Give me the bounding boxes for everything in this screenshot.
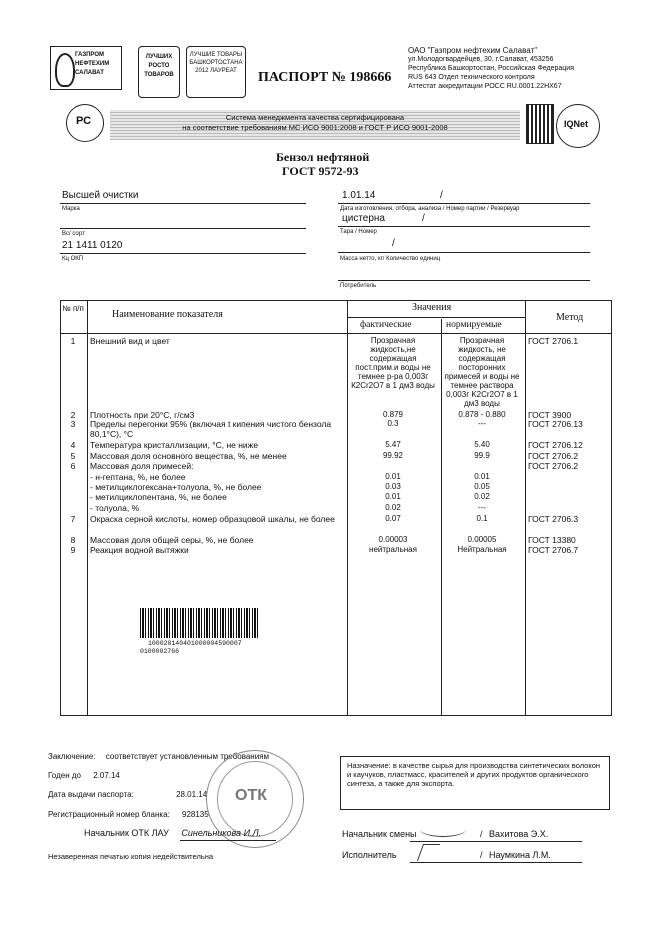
issue-label: Дата выдачи паспорта: [48,790,134,799]
exec-name: / Наумкина Л.М. [480,850,551,860]
company-line: RUS 643 Отдел технического контроля [408,74,535,81]
head-values: Значения [412,302,452,313]
row-indicator-name: Массовая доля основного вещества, %, не менее [90,451,287,461]
grade-underline [60,203,306,204]
row-number: 7 [70,514,76,524]
row-actual-value: 0.3 [387,419,399,428]
row-norm-value: 0.02 [474,492,490,501]
barcode [140,608,260,638]
flame-icon [55,53,75,87]
tare-slash: / [422,213,425,224]
tare-underline [338,226,590,227]
cert-line: на соответствие требованиям МС ИСО 9001:2008 и ГОСТ Р ИСО 9001-2008 [182,123,448,132]
barcode-text2: 0100002766 [140,648,180,655]
passport-title [258,70,391,86]
barcode-text1: 100020140401000004590007 [148,640,242,647]
company-line: ОАО "Газпром нефтехим Салават" [408,46,538,55]
row-indicator-name: Плотность при 20°С, г/см3 [90,410,195,420]
purpose-text: Назначение: в качестве сырья для производства синтетических волокон и каучуков, пластмасс, красителей и других продуктов органического синтеза, а также для экспорта. [347,761,601,788]
passport-title-label: ПАСПОРТ № [258,70,346,85]
stamp-text: ОТК [235,787,267,804]
row-actual-value: 5.47 [385,440,401,449]
row-indicator-name: - метилциклогексана+толуола, %, не более [90,482,262,492]
row-indicator-name: Массовая доля примесей: [90,461,194,471]
row-number: 1 [70,336,76,346]
head-norm: нормируемые [446,320,502,330]
head-actual: фактические [360,320,412,330]
row-indicator-name: Температура кристаллизации, °С, не ниже [90,440,259,450]
row-norm-value: 0.01 [474,472,490,481]
row-actual-value: 99.92 [382,451,404,460]
reg-label: Регистрационный номер бланка: [48,810,170,819]
cert-banner [110,110,520,140]
row-norm-value: --- [478,503,486,512]
reg-value: 928135 [182,810,209,819]
row-actual-value: 0.07 [385,514,401,523]
row-number: 6 [70,461,76,471]
row-norm-value: 99.9 [474,451,490,460]
row-norm-value: 5.40 [474,440,490,449]
tare-value: цистерна [342,213,385,224]
shift-signature-icon [420,822,466,837]
company-line: Республика Башкортостан, Российская Федерация [408,65,574,72]
row-method: ГОСТ 3900 [528,410,572,420]
award2-logo-text: ЛУЧШИЕ ТОВАРЫ БАШКОРТОСТАНА 2012 ЛАУРЕАТ [189,52,243,74]
grade2-underline [60,228,306,229]
date-value: 1.01.14 [342,190,376,201]
company-info [408,46,574,91]
row-method: ГОСТ 2706.1 [528,336,579,346]
row-method: ГОСТ 2706.2 [528,461,579,471]
consumer-label: Потребитель [340,283,377,289]
conclusion-label: Заключение: [48,752,96,761]
row-number: 4 [70,440,76,450]
valid-value: 2.07.14 [93,771,120,780]
okp-underline [60,253,306,254]
head-method: Метод [556,312,584,323]
row-actual-value: нейтральная [369,545,417,554]
row-norm-value: Нейтральная [457,545,507,554]
valid-until [48,771,120,780]
iqnet-logo [556,104,600,148]
row-indicator-name: Массовая доля общей серы, %, не более [90,535,254,545]
iqnet-icon: IQNet [564,119,589,129]
exec-label: Исполнитель [342,850,397,860]
row-indicator-name: - метилциклопентана, %, не более [90,492,227,502]
head-name: Наименование показателя [112,309,223,320]
row-indicator-name: Реакция водной вытяжки [90,545,189,555]
row-norm-value: 0.878 - 0.880 [458,410,506,419]
row-norm-value: 0.05 [474,482,490,491]
mass-underline [338,252,590,253]
consumer-underline [338,280,590,281]
row-actual-value: 0.00003 [378,535,408,544]
rst-logo [66,104,104,142]
row-norm-value: --- [478,419,486,428]
row-norm-value: 0.1 [476,514,488,523]
passport-number: 198666 [349,70,392,85]
chief-label: Начальник ОТК ЛАУ [84,828,169,838]
brand-logo-text: ГАЗПРОМ НЕФТЕХИМ САЛАВАТ [75,52,110,76]
award-logo-text: ЛУЧШИХ РОСТО ТОВАРОВ [144,54,174,78]
row-method: ГОСТ 2706.13 [528,419,583,429]
grade-label: Марка [62,206,80,212]
company-line: Аттестат аккредитации РОСС RU.0001.22НХ67 [408,83,562,90]
product-name: Бензол нефтяной [276,150,370,164]
shift-name: / Вахитова Э.Х. [480,829,549,839]
company-line: ул.Молодогвардейцев, 30, г.Салават, 453256 [408,56,554,63]
row-method: ГОСТ 2706.2 [528,451,579,461]
row-norm-value: Прозрачная жидкость, не содержащая посторонних примесей и воды не темнее раствора 0,003г K2Cr2O7 в 1 дм3 воды [444,336,520,408]
date-slash: / [440,190,443,201]
grade2-label: Вс/ сорт [62,231,85,237]
valid-label: Годен до [48,771,81,780]
exec-name-value: Наумкина Л.М. [489,850,551,860]
shift-name-value: Вахитова Э.Х. [489,829,549,839]
row-method: ГОСТ 13380 [528,535,576,545]
shift-label: Начальник смены [342,829,417,839]
shift-chief [342,829,417,839]
row-number: 5 [70,451,76,461]
issue-date [48,790,207,799]
issue-value: 28.01.14 [176,790,208,799]
cert-line: Система менеджмента качества сертифицирована [225,113,405,122]
reg-number [48,810,209,819]
iqnet-logo-left [526,104,554,144]
product-standard: ГОСТ 9572-93 [282,164,359,178]
chief-underline [180,840,276,841]
row-method: ГОСТ 2706.12 [528,440,583,450]
rst-icon: РС [76,115,92,127]
tare-label: Тара / Номер [340,229,377,235]
row-indicator-name: Пределы перегонки 95% (включая t кипения чистого бензола 80,1°С), °С [90,419,332,439]
row-number: 3 [70,419,76,429]
row-indicator-name: - толуола, % [90,503,140,513]
row-indicator-name: Внешний вид и цвет [90,336,170,346]
grade-value: Высшей очистки [62,190,139,201]
row-number: 8 [70,535,76,545]
okp-label: Кц ОКП [62,256,84,262]
mass-label: Масса нетто, кг/ Количество единиц [340,256,441,262]
award2-logo [186,46,246,98]
row-actual-value: 0.03 [385,482,401,491]
row-number: 9 [70,545,76,555]
chief-signature [84,828,261,838]
conclusion-text: соответствует установленным требованиям [105,752,270,761]
row-number: 2 [70,410,76,420]
date-underline [338,203,590,204]
row-actual-value: 0.02 [385,503,401,512]
date-label: Дата изготовления, отбора, анализа / Номер партии / Резервуар [340,206,520,212]
mass-slash: / [392,238,395,249]
copy-note: Незаверенная печатью копия недействительна [48,852,214,861]
row-actual-value: Прозрачная жидкость,не содержащая пост.прим.и воды не темнее р-ра 0,003г К2Cr2O7 в 1 дм3 воды [351,336,435,390]
award-logo [138,46,180,98]
exec-signature-icon [417,844,440,861]
okp-value: 21 1411 0120 [62,240,123,251]
row-actual-value: 0.879 [382,410,404,419]
purpose-box [340,756,610,810]
executor [342,850,397,860]
head-num: № п/п [62,304,84,313]
row-actual-value: 0.01 [385,492,401,501]
gazprom-logo [50,46,122,90]
row-method: ГОСТ 2706.7 [528,545,579,555]
row-actual-value: 0.01 [385,472,401,481]
chief-name: Синельникова И.Л. [181,828,262,838]
row-norm-value: 0.00005 [467,535,497,544]
row-method: ГОСТ 2706.3 [528,514,579,524]
row-indicator-name: - н-гептана, %, не более [90,472,186,482]
row-indicator-name: Окраска серной кислоты, номер образцовой шкалы, не более [90,514,335,524]
